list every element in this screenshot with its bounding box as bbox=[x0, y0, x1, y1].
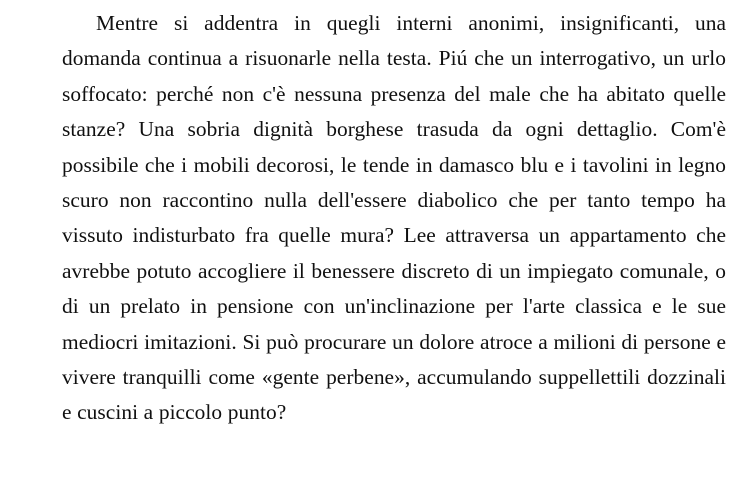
body-paragraph: Mentre si addentra in quegli interni anonimi, insignificanti, una domanda continua a risuonarle nella testa. Piú che un interrogativo, un urlo soffocato: perché non c'è nessuna presenza del male che ha abitato quelle stanze? Una sobria dignità borghese trasuda da ogni dettaglio. Com'è possibile che i mobili decorosi, le tende in damasco blu e i tavolini in legno scuro non raccontino nulla dell'essere diabolico che per tanto tempo ha vissuto indisturbato fra quelle mura? Lee attraversa un appartamento che avrebbe potuto accogliere il benessere discreto di un impiegato comunale, o di un prelato in pensione con un'inclinazione per l'arte classica e le sue mediocri imitazioni. Si può procurare un dolore atroce a milioni di persone e vivere tranquilli come «gente perbene», accumulando suppellettili dozzinali e cuscini a piccolo punto? bbox=[62, 11, 726, 425]
